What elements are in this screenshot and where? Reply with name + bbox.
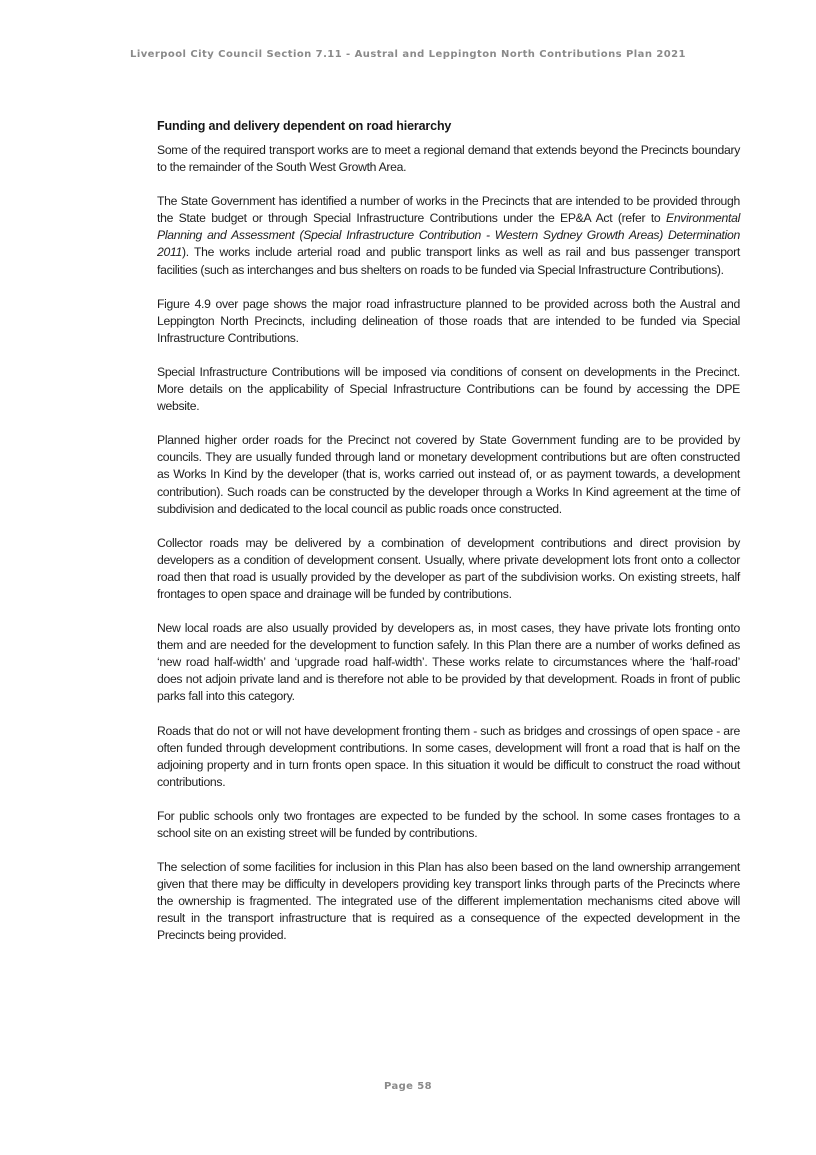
running-header: Liverpool City Council Section 7.11 - Austral and Leppington North Contributions Plan 2021 (130, 49, 686, 60)
paragraph-public-schools: For public schools only two frontages are expected to be funded by the school. In some cases frontages to a school site on an existing street will be funded by contributions. (157, 808, 740, 840)
section-heading: Funding and delivery dependent on road hierarchy (157, 119, 452, 133)
paragraph-sic-conditions: Special Infrastructure Contributions will be imposed via conditions of consent on developments in the Precinct. More details on the applicability of Special Infrastructure Contributions can be found by accessing the DPE website. (157, 364, 740, 414)
paragraph-collector-roads: Collector roads may be delivered by a combination of development contributions and direct provision by developers as a condition of development consent. Usually, where private development lots front onto a collector road then that road is usually provided by the developer as part of the subdivision works. On existing streets, half frontages to open space and drainage will be funded by contributions. (157, 535, 740, 601)
paragraph-local-roads: New local roads are also usually provided by developers as, in most cases, they have private lots fronting onto them and are needed for the development to function safely. In this Plan there are a number of works defined as ‘new road half-width’ and ‘upgrade road half-width’. These works relate to circumstances where the ‘half-road’ does not adjoin private land and is therefore not able to be provided by that development. Roads in front of public parks fall into this category. (157, 621, 740, 704)
paragraph-higher-order-roads: Planned higher order roads for the Precinct not covered by State Government funding are to be provided by councils. They are usually funded through land or monetary development contributions but are often constructed as Works In Kind by the developer (that is, works carried out instead of, or as payment towards, a development contribution). Such roads can be constructed by the developer through a Works In Kind agreement at the time of subdivision and dedicated to the local council as public roads once constructed. (157, 433, 740, 516)
paragraph-roads-without-frontage: Roads that do not or will not have development fronting them - such as bridges and crossings of open space - are often funded through development contributions. In some cases, development will front a road that is half on the adjoining property and in turn fronts open space. In this situation it would be difficult to construct the road without contributions. (157, 723, 740, 789)
paragraph-figure-reference: Figure 4.9 over page shows the major road infrastructure planned to be provided across both the Austral and Leppington North Precincts, including delineation of those roads that are intended to be funded via Special Infrastructure Contributions. (157, 296, 740, 345)
paragraph-text: ). The works include arterial road and public transport links as well as rail and bus passenger transport facilities (such as interchanges and bus shelters on roads to be funded via Special Infrastructure Contributions). (157, 245, 740, 277)
page-content (157, 118, 740, 962)
paragraph-text: The State Government has identified a number of works in the Precincts that are intended to be provided through the State budget or through Special Infrastructure Contributions under the EP&A Act (refer to (157, 194, 740, 226)
paragraph-state-government-works (157, 193, 740, 278)
determination-title: Environmental Planning and Assessment (Special Infrastructure Contribution - Western Sydney Growth Areas) Determination 2011 (157, 211, 740, 260)
page-number: Page 58 (384, 1081, 432, 1092)
paragraph-regional-demand: Some of the required transport works are to meet a regional demand that extends beyond the Precincts boundary to the remainder of the South West Growth Area. (157, 143, 740, 175)
paragraph-facility-selection: The selection of some facilities for inclusion in this Plan has also been based on the land ownership arrangement given that there may be difficulty in developers providing key transport links through parts of the Precincts where the ownership is fragmented. The integrated use of the different implementation mechanisms cited above will result in the transport infrastructure that is required as a consequence of the expected development in the Precincts being provided. (157, 860, 740, 943)
